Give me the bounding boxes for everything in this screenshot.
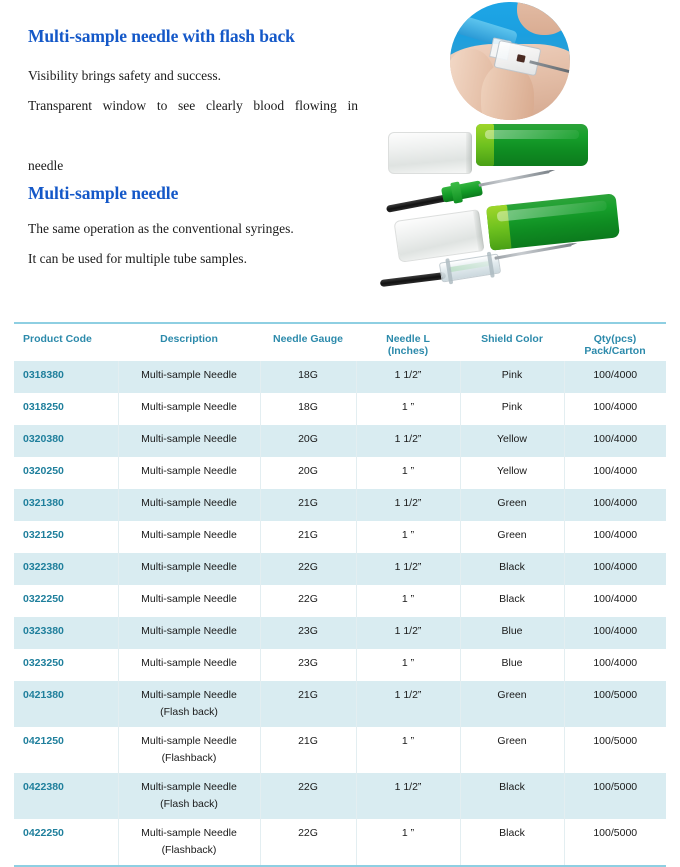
cell-quantity	[564, 727, 666, 773]
cell-shield-color	[460, 425, 564, 457]
cell-description-value: Multi-sample Needle	[141, 369, 237, 381]
cell-product-code-value: 0323250	[23, 657, 64, 669]
cell-product-code	[14, 773, 118, 819]
needle-shaft-upper	[478, 170, 549, 186]
cell-quantity-value: 100/5000	[593, 827, 638, 839]
cell-needle-gauge	[260, 457, 356, 489]
cell-product-code	[14, 425, 118, 457]
cell-needle-length-value: 1 ”	[401, 593, 415, 605]
cell-description	[118, 489, 260, 521]
table-row	[14, 489, 666, 521]
flashback-line-2: Transparent window to see clearly blood flowing in	[28, 98, 358, 113]
cell-needle-gauge	[260, 425, 356, 457]
clinical-use-photo-icon	[450, 2, 570, 120]
cell-shield-color	[460, 361, 564, 393]
cell-quantity-value: 100/4000	[593, 657, 638, 669]
cell-description	[118, 393, 260, 425]
table-row	[14, 585, 666, 617]
cell-shield-color-value: Blue	[501, 657, 523, 669]
cell-needle-gauge	[260, 521, 356, 553]
cell-description-value: Multi-sample Needle	[141, 625, 237, 637]
cell-shield-color-value: Green	[497, 735, 527, 747]
cell-shield-color-value: Black	[499, 561, 525, 573]
cell-description-value: Multi-sample Needle	[141, 735, 237, 747]
product-overview-section	[0, 0, 680, 310]
cell-product-code-value: 0422380	[23, 781, 64, 793]
heading-multi-sample-needle-flash-back: Multi-sample needle with flash back	[28, 26, 295, 46]
protective-cap-upper	[388, 132, 472, 174]
specification-table	[14, 322, 666, 867]
cell-product-code	[14, 727, 118, 773]
table-row	[14, 521, 666, 553]
product-description-column	[28, 26, 358, 274]
cell-needle-gauge-value: 20G	[298, 465, 318, 477]
table-header	[14, 323, 666, 361]
transparent-flashback-hub	[439, 253, 501, 282]
cell-needle-length	[356, 457, 460, 489]
cell-description-value: Multi-sample Needle	[141, 593, 237, 605]
header-label: Product Code	[23, 333, 92, 345]
cell-needle-length	[356, 681, 460, 727]
protective-cap-lower	[393, 209, 484, 263]
cell-needle-gauge	[260, 773, 356, 819]
green-needle-hub	[441, 180, 483, 202]
header-sublabel: (Inches)	[387, 345, 429, 357]
cell-description-value: Multi-sample Needle	[141, 689, 237, 701]
flashback-window	[449, 261, 490, 273]
cell-shield-color-value: Yellow	[497, 465, 527, 477]
header-label: Qty(pcs)	[593, 333, 637, 345]
cell-description-value: Multi-sample Needle	[141, 497, 237, 509]
barrel-highlight-lower	[497, 201, 607, 222]
cell-description-value: Multi-sample Needle	[141, 465, 237, 477]
cell-quantity-value: 100/5000	[593, 781, 638, 793]
cell-needle-length	[356, 361, 460, 393]
table-body	[14, 361, 666, 866]
cell-product-code	[14, 457, 118, 489]
cell-needle-gauge	[260, 681, 356, 727]
cell-quantity-value: 100/4000	[593, 433, 638, 445]
column-header-quantity	[564, 323, 666, 361]
flashback-line-1: Visibility brings safety and success.	[28, 68, 222, 83]
cell-shield-color	[460, 393, 564, 425]
specification-table-container	[14, 322, 666, 867]
cell-quantity-value: 100/4000	[593, 369, 638, 381]
heading-multi-sample-needle: Multi-sample needle	[28, 183, 179, 203]
cell-needle-gauge	[260, 617, 356, 649]
cell-product-code-value: 0320250	[23, 465, 64, 477]
cell-quantity-value: 100/4000	[593, 561, 638, 573]
rubber-sleeve-upper	[386, 194, 448, 213]
cell-needle-length-value: 1 1/2”	[394, 689, 422, 701]
plain-line-2: It can be used for multiple tube samples.	[28, 251, 247, 266]
cell-description-value: Multi-sample Needle	[141, 433, 237, 445]
cell-needle-gauge	[260, 489, 356, 521]
cell-needle-length-value: 1 ”	[401, 465, 415, 477]
column-header-shield-color	[460, 323, 564, 361]
header-label: Description	[160, 333, 218, 345]
cell-needle-gauge	[260, 819, 356, 866]
cell-shield-color	[460, 819, 564, 866]
cell-needle-gauge-value: 21G	[298, 689, 318, 701]
cell-product-code-value: 0323380	[23, 625, 64, 637]
cell-needle-length	[356, 773, 460, 819]
cell-description	[118, 649, 260, 681]
cell-product-code-value: 0321380	[23, 497, 64, 509]
cell-product-code	[14, 393, 118, 425]
cell-needle-length	[356, 819, 460, 866]
cell-shield-color	[460, 681, 564, 727]
header-label: Shield Color	[481, 333, 543, 345]
cell-quantity	[564, 649, 666, 681]
cell-quantity	[564, 521, 666, 553]
table-row	[14, 649, 666, 681]
cell-quantity	[564, 457, 666, 489]
cell-needle-gauge-value: 22G	[298, 781, 318, 793]
cell-quantity	[564, 617, 666, 649]
cell-quantity	[564, 393, 666, 425]
cell-needle-gauge-value: 20G	[298, 433, 318, 445]
hub-flange	[451, 181, 464, 204]
flashback-line-3: needle	[28, 158, 64, 173]
table-row	[14, 773, 666, 819]
cell-shield-color	[460, 773, 564, 819]
cell-description-value: Multi-sample Needle	[141, 529, 237, 541]
cell-needle-length-value: 1 1/2”	[394, 369, 422, 381]
column-header-description	[118, 323, 260, 361]
cell-shield-color-value: Black	[499, 593, 525, 605]
cell-needle-gauge-value: 21G	[298, 497, 318, 509]
green-barrel-upper	[476, 124, 588, 166]
column-header-needle-length	[356, 323, 460, 361]
cell-shield-color-value: Black	[499, 781, 525, 793]
cell-quantity	[564, 361, 666, 393]
cell-shield-color-value: Green	[497, 497, 527, 509]
cell-description	[118, 521, 260, 553]
cell-needle-length	[356, 489, 460, 521]
cell-quantity-value: 100/4000	[593, 593, 638, 605]
cell-description	[118, 617, 260, 649]
rubber-sleeve-lower	[380, 272, 446, 287]
table-row	[14, 457, 666, 489]
cell-quantity-value: 100/4000	[593, 497, 638, 509]
cell-description-subvalue: (Flashback)	[161, 752, 217, 764]
cell-product-code-value: 0318250	[23, 401, 64, 413]
cell-needle-gauge-value: 18G	[298, 401, 318, 413]
cell-shield-color-value: Pink	[501, 369, 523, 381]
cell-shield-color-value: Black	[499, 827, 525, 839]
cell-description	[118, 553, 260, 585]
cell-product-code	[14, 649, 118, 681]
table-row	[14, 553, 666, 585]
cell-needle-length	[356, 617, 460, 649]
cell-needle-length-value: 1 1/2”	[394, 625, 422, 637]
cell-description-value: Multi-sample Needle	[141, 827, 237, 839]
cell-shield-color	[460, 617, 564, 649]
barrel-highlight	[485, 130, 579, 139]
cell-quantity	[564, 425, 666, 457]
cell-needle-length	[356, 393, 460, 425]
cell-needle-length	[356, 425, 460, 457]
cell-needle-length-value: 1 ”	[401, 735, 415, 747]
cell-product-code	[14, 681, 118, 727]
cell-product-code-value: 0321250	[23, 529, 64, 541]
cell-description-subvalue: (Flashback)	[161, 844, 217, 856]
cell-shield-color-value: Green	[497, 689, 527, 701]
cell-product-code-value: 0318380	[23, 369, 64, 381]
cell-quantity	[564, 553, 666, 585]
column-header-needle-gauge	[260, 323, 356, 361]
cell-description	[118, 457, 260, 489]
cell-needle-gauge	[260, 585, 356, 617]
cell-product-code	[14, 521, 118, 553]
cell-quantity-value: 100/4000	[593, 625, 638, 637]
cell-product-code-value: 0422250	[23, 827, 64, 839]
cell-needle-gauge-value: 21G	[298, 529, 318, 541]
cell-needle-gauge-value: 22G	[298, 561, 318, 573]
cell-quantity-value: 100/5000	[593, 735, 638, 747]
cell-product-code	[14, 585, 118, 617]
cell-shield-color-value: Green	[497, 529, 527, 541]
cell-needle-length-value: 1 ”	[401, 827, 415, 839]
cell-quantity	[564, 773, 666, 819]
table-row	[14, 617, 666, 649]
cell-shield-color	[460, 727, 564, 773]
cell-needle-length	[356, 553, 460, 585]
cell-needle-length-value: 1 1/2”	[394, 781, 422, 793]
cell-product-code	[14, 553, 118, 585]
cell-needle-gauge-value: 22G	[298, 593, 318, 605]
cell-shield-color-value: Pink	[501, 401, 523, 413]
cell-shield-color	[460, 649, 564, 681]
cell-quantity	[564, 819, 666, 866]
cell-shield-color	[460, 585, 564, 617]
cell-description	[118, 681, 260, 727]
cell-product-code-value: 0421380	[23, 689, 64, 701]
table-row	[14, 393, 666, 425]
cell-description	[118, 773, 260, 819]
column-header-product-code	[14, 323, 118, 361]
cell-needle-length-value: 1 ”	[401, 401, 415, 413]
cell-quantity-value: 100/4000	[593, 401, 638, 413]
cell-quantity-value: 100/4000	[593, 529, 638, 541]
cell-needle-gauge	[260, 553, 356, 585]
cell-needle-length-value: 1 ”	[401, 529, 415, 541]
cell-shield-color-value: Blue	[501, 625, 523, 637]
green-barrel-lower	[486, 193, 620, 250]
table-row	[14, 425, 666, 457]
table-row	[14, 819, 666, 866]
cell-shield-color	[460, 521, 564, 553]
cell-product-code	[14, 489, 118, 521]
header-label: Needle L	[386, 333, 430, 345]
cell-description	[118, 585, 260, 617]
cell-product-code	[14, 819, 118, 866]
cell-needle-gauge	[260, 361, 356, 393]
cell-description-value: Multi-sample Needle	[141, 561, 237, 573]
cell-quantity	[564, 681, 666, 727]
cell-needle-length	[356, 649, 460, 681]
cell-description-subvalue: (Flash back)	[160, 706, 218, 718]
cell-description-value: Multi-sample Needle	[141, 401, 237, 413]
cell-product-code	[14, 361, 118, 393]
plain-line-1: The same operation as the conventional syringes.	[28, 221, 294, 236]
cell-needle-gauge	[260, 727, 356, 773]
cell-quantity	[564, 585, 666, 617]
cell-needle-length	[356, 521, 460, 553]
cell-needle-length-value: 1 ”	[401, 657, 415, 669]
hub-ring-right	[487, 252, 495, 278]
cell-shield-color	[460, 553, 564, 585]
cell-description-value: Multi-sample Needle	[141, 657, 237, 669]
table-row	[14, 681, 666, 727]
cell-needle-gauge-value: 21G	[298, 735, 318, 747]
table-row	[14, 361, 666, 393]
product-photography	[370, 0, 680, 305]
cell-product-code-value: 0320380	[23, 433, 64, 445]
cell-quantity	[564, 489, 666, 521]
cell-description	[118, 727, 260, 773]
cell-needle-gauge-value: 22G	[298, 827, 318, 839]
table-row	[14, 727, 666, 773]
cell-shield-color	[460, 489, 564, 521]
cell-product-code	[14, 617, 118, 649]
header-sublabel: Pack/Carton	[584, 345, 646, 357]
cell-shield-color-value: Yellow	[497, 433, 527, 445]
cell-needle-gauge	[260, 649, 356, 681]
cell-description	[118, 361, 260, 393]
cell-needle-length-value: 1 1/2”	[394, 497, 422, 509]
cell-needle-length-value: 1 1/2”	[394, 433, 422, 445]
cell-needle-gauge-value: 18G	[298, 369, 318, 381]
cell-description-subvalue: (Flash back)	[160, 798, 218, 810]
cell-needle-length	[356, 727, 460, 773]
cell-needle-gauge-value: 23G	[298, 657, 318, 669]
cell-quantity-value: 100/5000	[593, 689, 638, 701]
cell-needle-length-value: 1 1/2”	[394, 561, 422, 573]
cell-shield-color	[460, 457, 564, 489]
cell-product-code-value: 0421250	[23, 735, 64, 747]
cell-description	[118, 425, 260, 457]
cell-needle-gauge	[260, 393, 356, 425]
cell-product-code-value: 0322380	[23, 561, 64, 573]
cell-product-code-value: 0322250	[23, 593, 64, 605]
header-label: Needle Gauge	[272, 333, 344, 345]
cell-needle-gauge-value: 23G	[298, 625, 318, 637]
cell-description-value: Multi-sample Needle	[141, 781, 237, 793]
cell-quantity-value: 100/4000	[593, 465, 638, 477]
cell-needle-length	[356, 585, 460, 617]
cell-description	[118, 819, 260, 866]
